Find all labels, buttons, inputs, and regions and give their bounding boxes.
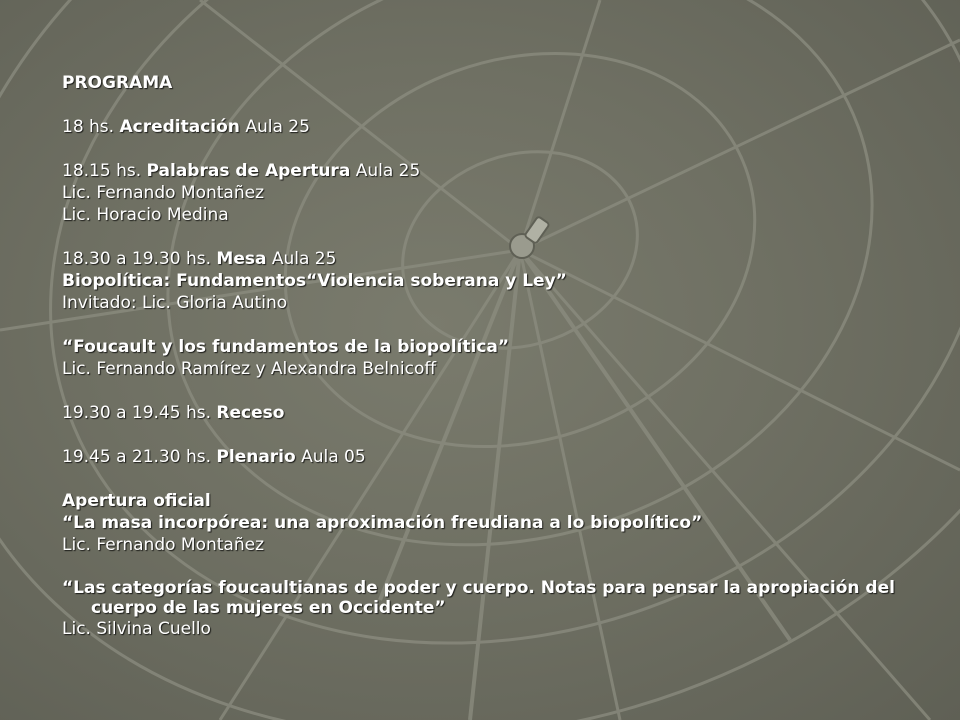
panel-time: 18.30 a 19.30 hs.: [62, 249, 211, 269]
opening-room: Aula 25: [355, 161, 421, 181]
opening-line: [62, 160, 922, 182]
opening-time: 18.15 hs.: [62, 161, 142, 181]
program-text: [62, 72, 922, 640]
program-heading: PROGRAMA: [62, 73, 173, 93]
break-title: Receso: [216, 403, 285, 423]
panel-guest: Invitado: Lic. Gloria Autino: [62, 293, 288, 313]
plenary-talk2-title: “Las categorías foucaultianas de poder y cuerpo. Notas para pensar la apropiación del cuerpo de las mujeres en Occidente”: [62, 578, 895, 618]
opening-speaker: Lic. Fernando Montañez: [62, 183, 264, 203]
panel-talk-title: “Foucault y los fundamentos de la biopolítica”: [62, 337, 510, 357]
panel-talk-speakers: Lic. Fernando Ramírez y Alexandra Belnicoff: [62, 359, 437, 379]
accreditation-line: [62, 116, 922, 138]
plenary-title: Plenario: [216, 447, 296, 467]
accreditation-room: Aula 25: [245, 117, 310, 137]
plenary-time: 19.45 a 21.30 hs.: [62, 447, 211, 467]
opening-speaker: Lic. Horacio Medina: [62, 205, 229, 225]
plenary-room: Aula 05: [301, 447, 366, 467]
accreditation-time: 18 hs.: [62, 117, 115, 137]
opening-title: Palabras de Apertura: [146, 161, 351, 181]
plenary-line: [62, 446, 922, 468]
plenary-opening-label: Apertura oficial: [62, 491, 211, 511]
break-line: [62, 402, 922, 424]
break-time: 19.30 a 19.45 hs.: [62, 403, 211, 423]
plenary-talk2-speaker: Lic. Silvina Cuello: [62, 619, 211, 639]
panel-title: Mesa: [216, 249, 267, 269]
panel-line: [62, 248, 922, 270]
plenary-talk1-speaker: Lic. Fernando Montañez: [62, 535, 264, 555]
accreditation-title: Acreditación: [119, 117, 240, 137]
plenary-talk1-title: “La masa incorpórea: una aproximación freudiana a lo biopolítico”: [62, 513, 703, 533]
panel-topic: Biopolítica: Fundamentos“Violencia soberana y Ley”: [62, 271, 567, 291]
panel-room: Aula 25: [271, 249, 337, 269]
